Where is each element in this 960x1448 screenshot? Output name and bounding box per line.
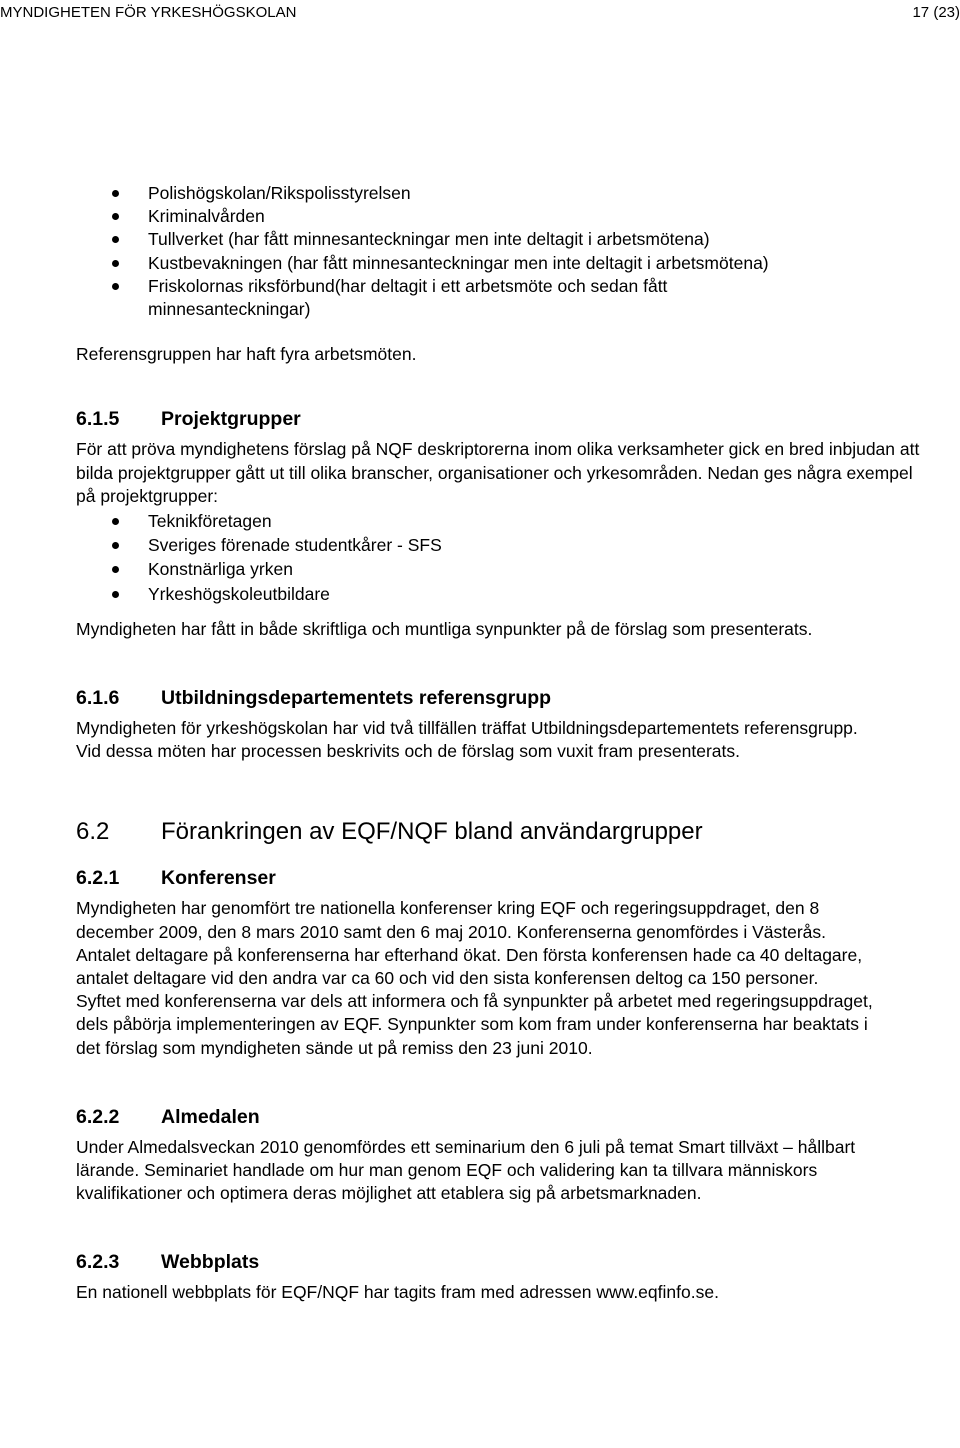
page-number: 17 (23): [912, 4, 960, 21]
section-number: 6.2.2: [76, 1105, 120, 1128]
project-group-list: [76, 510, 936, 606]
paragraph: Syftet med konferenserna var dels att informera och få synpunkter på arbetet med regeringsuppdraget, dels påbörja implementeringen av EQF. Synpunkter som kom fram under konferenserna har beaktats i det förslag som myndigheten sände ut på remiss den 23 juni 2010.: [76, 991, 873, 1058]
list-item: Sveriges förenade studentkårer - SFS: [76, 534, 936, 557]
section-title: Konferenser: [161, 867, 276, 890]
list-item: Kriminalvården: [76, 205, 936, 228]
section-number: 6.1.5: [76, 408, 120, 431]
section-number: 6.1.6: [76, 687, 120, 710]
section-heading-6-2: [76, 817, 936, 847]
section-heading-6-2-1: [76, 865, 936, 891]
list-item: Polishögskolan/Rikspolisstyrelsen: [76, 182, 936, 205]
section-title: Utbildningsdepartementets referensgrupp: [161, 687, 552, 710]
section-number: 6.2: [76, 818, 110, 846]
section-number: 6.2.1: [76, 867, 120, 890]
paragraph: Myndigheten har genomfört tre nationella konferenser kring EQF och regeringsuppdraget, den 8 december 2009, den 8 mars 2010 samt den 6 maj 2010. Konferenserna genomfördes i Västerås. Antalet deltagare på konferenserna har efterhand ökat. Den första konferensen hade ca 40 deltagare, antalet deltagare vid den andra var ca 60 och vid den sista konferensen deltog ca 150 personer.: [76, 898, 863, 989]
list-item: Friskolornas riksförbund(har deltagit i ett arbetsmöte och sedan fått minnesanteckningar): [76, 275, 936, 321]
list-item: Teknikföretagen: [76, 510, 936, 533]
section-heading-6-2-3: [76, 1249, 936, 1275]
document-body: [76, 182, 936, 1305]
section-title: Webbplats: [161, 1251, 260, 1274]
paragraph: För att pröva myndighetens förslag på NQF deskriptorerna inom olika verksamheter gick en bred inbjudan att bilda projektgrupper gått ut till olika branscher, organisationer och yrkesområden. Nedan ges några exempel på projektgrupper:: [76, 439, 920, 506]
paragraph: En nationell webbplats för EQF/NQF har tagits fram med adressen www.eqfinfo.se.: [76, 1282, 719, 1303]
paragraph: Myndigheten har fått in både skriftliga och muntliga synpunkter på de förslag som presenterats.: [76, 618, 813, 639]
paragraph: Referensgruppen har haft fyra arbetsmöten.: [76, 344, 417, 365]
section-heading-6-1-6: [76, 685, 936, 711]
participant-list: [76, 182, 936, 321]
section-title: Almedalen: [161, 1105, 260, 1128]
list-item: Yrkeshögskoleutbildare: [76, 583, 936, 606]
section-title: Förankringen av EQF/NQF bland användargrupper: [161, 818, 703, 846]
list-item: Konstnärliga yrken: [76, 558, 936, 581]
section-heading-6-1-5: [76, 406, 936, 432]
paragraph: Under Almedalsveckan 2010 genomfördes ett seminarium den 6 juli på temat Smart tillväxt – hållbart lärande. Seminariet handlade om hur man genom EQF och validering kan ta tillvara människors kvalifikationer och optimera deras möjlighet att etablera sig på arbetsmarknaden.: [76, 1136, 856, 1204]
section-number: 6.2.3: [76, 1251, 120, 1274]
list-item: Kustbevakningen (har fått minnesanteckningar men inte deltagit i arbetsmötena): [76, 252, 936, 275]
section-title: Projektgrupper: [161, 408, 301, 431]
list-item: Tullverket (har fått minnesanteckningar men inte deltagit i arbetsmötena): [76, 228, 936, 251]
section-heading-6-2-2: [76, 1104, 936, 1130]
header-title: MYNDIGHETEN FÖR YRKESHÖGSKOLAN: [0, 4, 297, 21]
paragraph: Myndigheten för yrkeshögskolan har vid två tillfällen träffat Utbildningsdepartementets referensgrupp. Vid dessa möten har processen beskrivits och de förslag som vuxit fram presenterats.: [76, 718, 858, 762]
